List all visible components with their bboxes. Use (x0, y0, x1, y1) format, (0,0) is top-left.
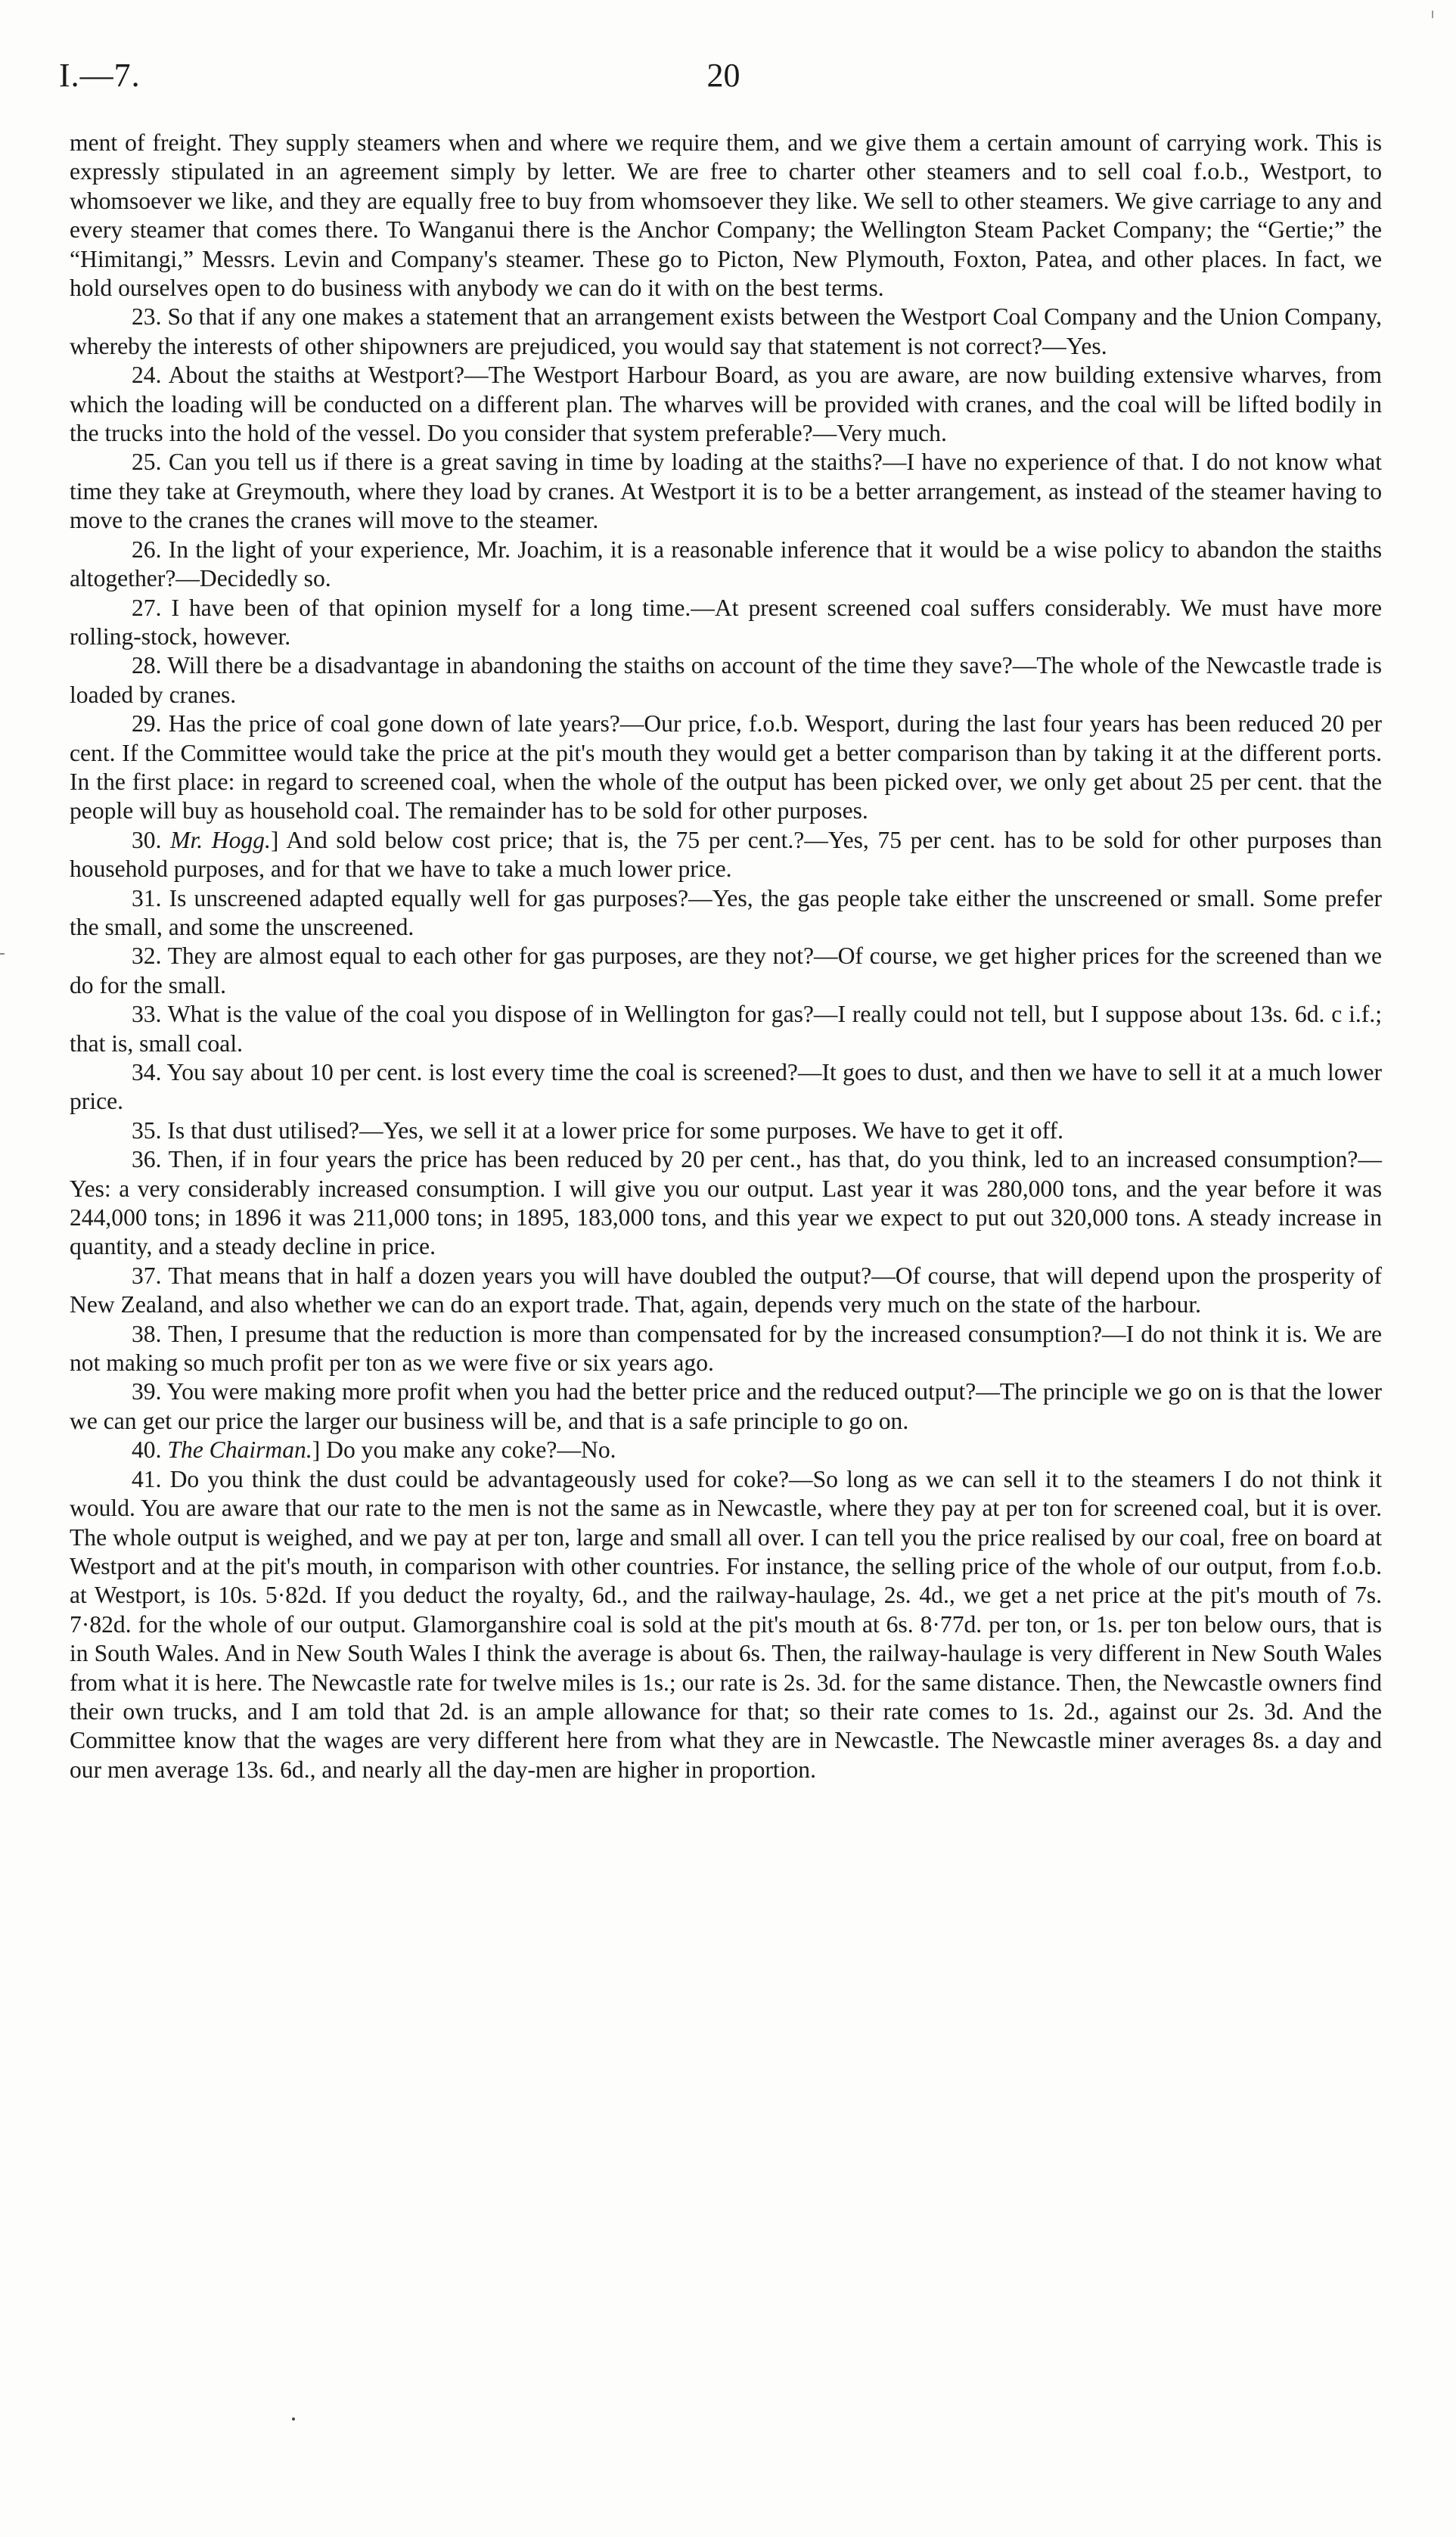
testimony-paragraph (70, 826, 1382, 884)
testimony-paragraph: 29. Has the price of coal gone down of late years?—Our price, f.o.b. Wesport, during the last four years has been reduced 20 per cent. If the Committee would take the price at the pit's mouth they would get a better comparison than by taking it at the different ports. In the first place: in regard to screened coal, when the whole of the output has been picked over, we only get about 25 per cent. that the people will buy as household coal. The remainder has to be sold for other purposes. (70, 710, 1382, 824)
testimony-paragraph: 28. Will there be a disadvantage in abandoning the staiths on account of the time they save?—The whole of the Newcastle trade is loaded by cranes. (70, 652, 1382, 708)
question-number: 30. (132, 826, 171, 853)
testimony-paragraph: 25. Can you tell us if there is a great saving in time by loading at the staiths?—I have no experience of that. I do not know what time they take at Greymouth, where they load by cranes. At Westport it is to be a better arrangement, as instead of the steamer having to move to the cranes the cranes will move to the steamer. (70, 449, 1382, 534)
continued-paragraph: ment of freight. They supply steamers when and where we require them, and we give them a certain amount of carrying work. This is expressly stipulated in an agreement simply by letter. We are free to charter other steamers and to sell coal f.o.b., Westport, to whomsoever we like, and they are equally free to buy from whomsoever they like. We sell to other steamers. We give carriage to any and every steamer that comes there. To Wanganui there is the Anchor Company; the Wellington Steam Packet Company; the “Gertie;” the “Himitangi,” Messrs. Levin and Company's steamer. These go to Picton, New Plymouth, Foxton, Patea, and other places. In fact, we hold ourselves open to do business with anybody we can do it with on the best terms. (70, 129, 1382, 302)
testimony-paragraph: 32. They are almost equal to each other for gas purposes, are they not?—Of course, we get higher prices for the screened than we do for the small. (70, 942, 1382, 998)
testimony-paragraph: 36. Then, if in four years the price has been reduced by 20 per cent., has that, do you think, led to an increased consumption?—Yes: a very considerably increased consumption. I will give you our output. Last year it was 280,000 tons, and the year before it was 244,000 tons; in 1896 it was 211,000 tons; in 1895, 183,000 tons, and this year we expect to put out 320,000 tons. A steady increase in quantity, and a steady decline in price. (70, 1146, 1382, 1260)
question-number: 40. (132, 1436, 168, 1464)
testimony-paragraph: 35. Is that dust utilised?—Yes, we sell it at a lower price for some purposes. We have to get it off. (132, 1116, 1064, 1144)
document-body (70, 129, 1382, 1784)
testimony-paragraph: 31. Is unscreened adapted equally well for gas purposes?—Yes, the gas people take either the unscreened or small. Some prefer the small, and some the unscreened. (70, 884, 1382, 940)
corner-mark (1432, 11, 1433, 18)
speaker-name: Mr. Hogg. (170, 826, 271, 853)
testimony-paragraph: 27. I have been of that opinion myself for a long time.—At present screened coal suffers considerably. We must have more rolling-stock, however. (70, 594, 1382, 650)
testimony-paragraph: 34. You say about 10 per cent. is lost every time the coal is screened?—It goes to dust, and then we have to sell it at a much lower price. (70, 1059, 1382, 1115)
testimony-paragraph: 23. So that if any one makes a statement that an arrangement exists between the Westport Coal Company and the Union Company, whereby the interests of other shipowners are prejudiced, you would say that statement is not correct?—Yes. (70, 303, 1382, 359)
testimony-paragraph: 26. In the light of your experience, Mr. Joachim, it is a reasonable inference that it would be a wise policy to abandon the staiths altogether?—Decidedly so. (70, 536, 1382, 592)
paragraph-text: ] Do you make any coke?—No. (312, 1436, 616, 1464)
document-reference: I.—7. (59, 57, 141, 94)
margin-mark (0, 953, 5, 955)
testimony-paragraph: 24. About the staiths at Westport?—The Westport Harbour Board, as you are aware, are now building extensive wharves, from which the loading will be conducted on a different plan. The wharves will be provided with cranes, and the coal will be lifted bodily in the trucks into the hold of the vessel. Do you consider that system preferable?—Very much. (70, 362, 1382, 447)
testimony-paragraph: 37. That means that in half a dozen years you will have doubled the output?—Of course, that will depend upon the prosperity of New Zealand, and also whether we can do an export trade. That, again, depends very much on the state of the harbour. (70, 1262, 1382, 1318)
paragraph-text: ] And sold below cost price; that is, the 75 per cent.?—Yes, 75 per cent. has to be sold for other purposes than household purposes, and for that we have to take a much lower price. (70, 826, 1382, 883)
testimony-paragraph (70, 1436, 1382, 1464)
page-number: 20 (706, 57, 740, 94)
page-header (59, 56, 1388, 101)
testimony-paragraph: 38. Then, I presume that the reduction is more than compensated for by the increased consumption?—I do not think it is. We are not making so much profit per ton as we were five or six years ago. (70, 1320, 1382, 1377)
testimony-paragraph: 39. You were making more profit when you had the better price and the reduced output?—The principle we go on is that the lower we can get our price the larger our business will be, and that is a safe principle to go on. (70, 1378, 1382, 1434)
speaker-name: The Chairman. (167, 1436, 312, 1464)
ink-dot (292, 2417, 295, 2421)
testimony-paragraph: 33. What is the value of the coal you dispose of in Wellington for gas?—I really could not tell, but I suppose about 13s. 6d. c i.f.; that is, small coal. (70, 1001, 1382, 1057)
testimony-paragraph: 41. Do you think the dust could be advantageously used for coke?—So long as we can sell it to the steamers I do not think it would. You are aware that our rate to the men is not the same as in Newcastle, where they pay at per ton for screened coal, but it is over. The whole output is weighed, and we pay at per ton, large and small all over. I can tell you the price realised by our coal, free on board at Westport and at the pit's mouth, in comparison with other countries. For instance, the selling price of the whole of our output, from f.o.b. at Westport, is 10s. 5·82d. If you deduct the royalty, 6d., and the railway-haulage, 2s. 4d., we get a net price at the pit's mouth of 7s. 7·82d. for the whole of our output. Glamorganshire coal is sold at the pit's mouth at 6s. 8·77d. per ton, or 1s. per ton below ours, that is in South Wales. And in New South Wales I think the average is about 6s. Then, the railway-haulage is very different in New South Wales from what it is here. The Newcastle rate for twelve miles is 1s.; our rate is 2s. 3d. for the same distance. Then, the Newcastle owners find their own trucks, and I am told that 2d. is an ample allowance for that; so their rate comes to 1s. 2d., against our 2s. 3d. And the Committee know that the wages are very different here from what they are in Newcastle. The Newcastle miner averages 8s. a day and our men average 13s. 6d., and nearly all the day-men are higher in proportion. (70, 1465, 1382, 1783)
